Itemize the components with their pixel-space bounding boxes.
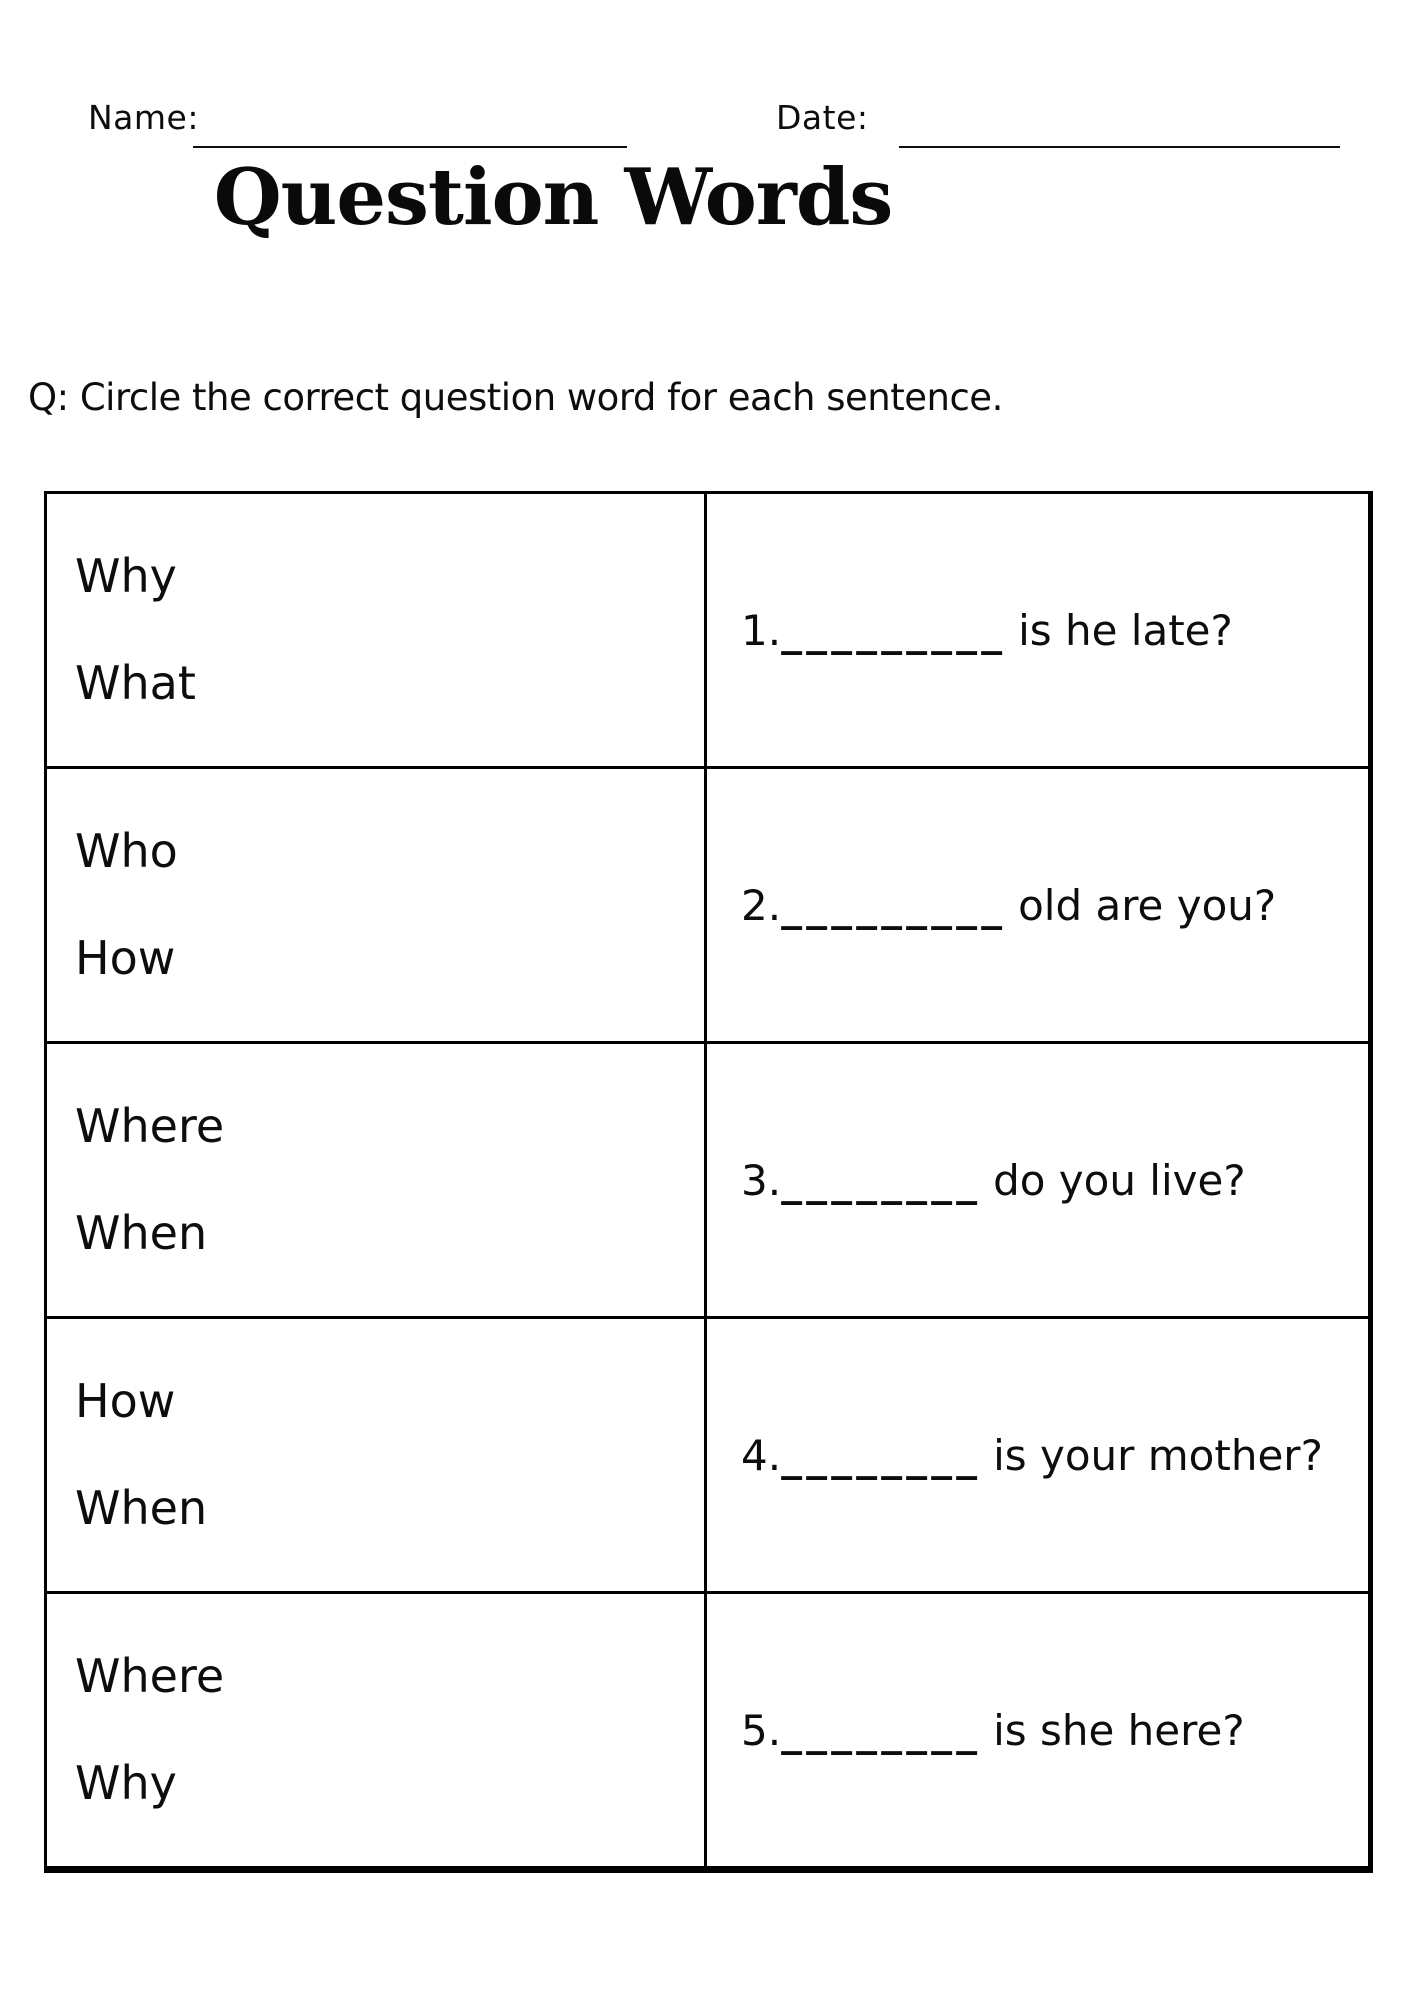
option-word[interactable]: Who <box>75 824 178 879</box>
table-row <box>47 769 1368 1044</box>
table-row <box>47 494 1368 769</box>
sentence-number: 4. <box>741 1430 782 1480</box>
option-word[interactable]: What <box>75 656 196 710</box>
option-word[interactable]: When <box>75 1481 208 1535</box>
sentence-number: 2. <box>741 880 782 930</box>
option-word[interactable]: How <box>75 931 176 985</box>
options-cell <box>47 769 707 1041</box>
option-word[interactable]: Where <box>75 1649 225 1704</box>
option-word[interactable]: When <box>75 1206 208 1260</box>
sentence-text: is your mother? <box>993 1430 1323 1480</box>
answer-blank[interactable]: _________ <box>781 605 1007 655</box>
options-cell <box>47 494 707 766</box>
sentence-cell <box>707 769 1368 1041</box>
sentence-cell <box>707 1594 1368 1866</box>
answer-blank[interactable]: ________ <box>781 1705 982 1755</box>
table-row <box>47 1594 1368 1866</box>
sentence-text: is he late? <box>1018 605 1233 655</box>
answer-blank[interactable]: ________ <box>781 1155 982 1205</box>
date-fill-line[interactable] <box>899 146 1340 148</box>
date-label: Date: <box>776 98 869 137</box>
sentence-cell <box>707 1044 1368 1316</box>
sentence-cell <box>707 1319 1368 1591</box>
sentence-number: 1. <box>741 605 782 655</box>
instruction-text: Q: Circle the correct question word for each sentence. <box>28 376 1003 419</box>
answer-blank[interactable]: _________ <box>781 880 1007 930</box>
option-word[interactable]: Why <box>75 549 177 604</box>
page-title: Question Words <box>213 152 893 243</box>
sentence-cell <box>707 494 1368 766</box>
options-cell <box>47 1044 707 1316</box>
sentence-number: 3. <box>741 1155 782 1205</box>
answer-blank[interactable]: ________ <box>781 1430 982 1480</box>
sentence-text: do you live? <box>993 1155 1246 1205</box>
name-label: Name: <box>88 98 199 137</box>
option-word[interactable]: Where <box>75 1099 225 1154</box>
table-row <box>47 1319 1368 1594</box>
sentence-text: is she here? <box>993 1705 1245 1755</box>
question-words-table <box>44 491 1373 1873</box>
option-word[interactable]: Why <box>75 1756 177 1810</box>
name-fill-line[interactable] <box>193 146 627 148</box>
sentence-text: old are you? <box>1018 880 1277 930</box>
option-word[interactable]: How <box>75 1374 176 1429</box>
options-cell <box>47 1319 707 1591</box>
sentence-number: 5. <box>741 1705 782 1755</box>
options-cell <box>47 1594 707 1866</box>
table-row <box>47 1044 1368 1319</box>
